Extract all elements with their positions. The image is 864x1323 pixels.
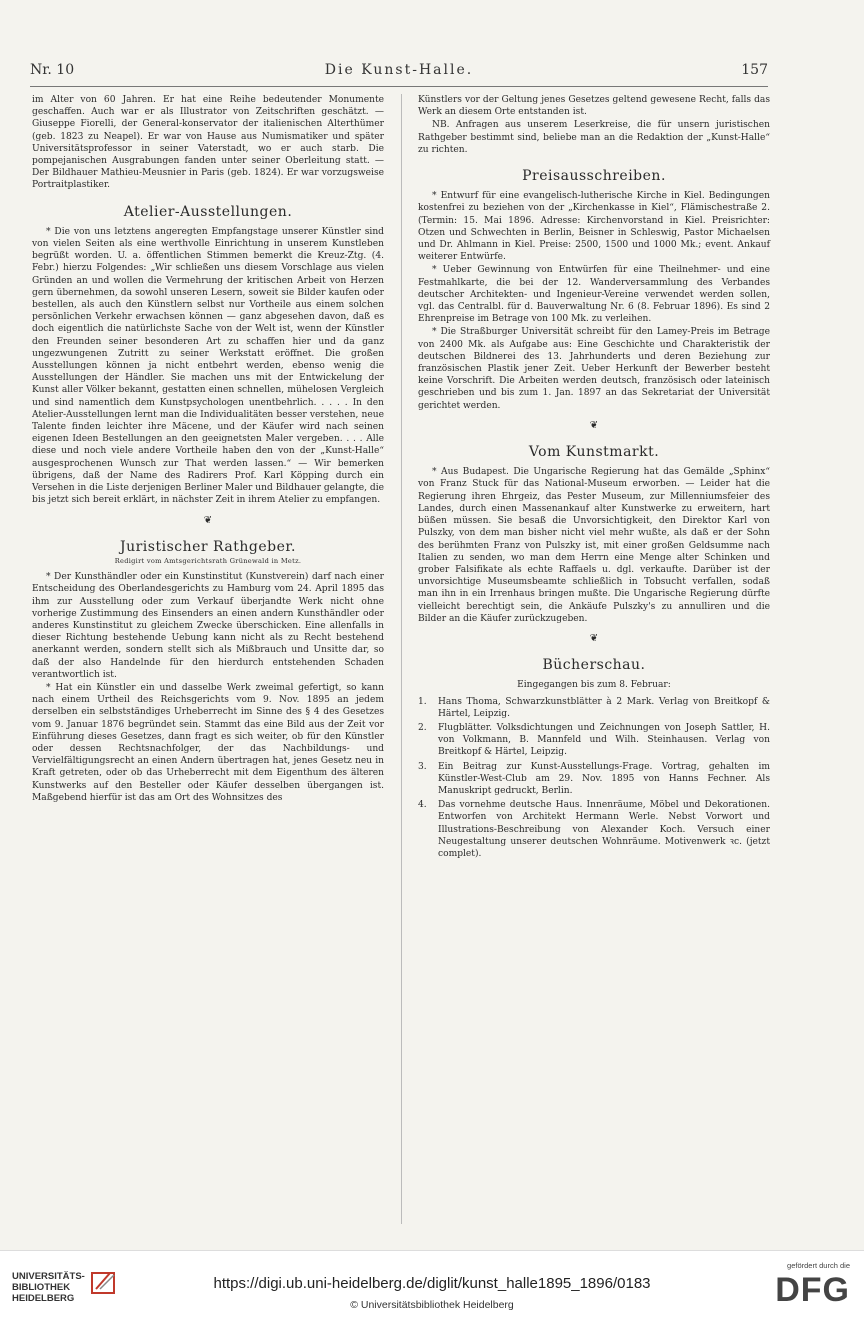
section-title-competitions: Preisausschreiben.: [522, 168, 666, 185]
section-editor-note: Redigirt vom Amtsgerichtsrath Grünewald in Metz.: [114, 556, 302, 565]
ornament-divider: ❦: [203, 514, 213, 526]
book-list-item: [418, 722, 770, 759]
library-line-1: UNIVERSITÄTS-: [12, 1271, 85, 1282]
section-title-book-review: Bücherschau.: [542, 657, 646, 674]
competition-paragraph-3: * Die Straßburger Universität schreibt für den Lamey-Preis im Betrage von 2400 Mk. als Aufgabe aus: Eine Geschichte und Charakteristik der deutschen Bildnerei des 13. Jahrhunderts und deren Beziehung zur französischen Plastik jener Zeit. Ueber Herkunft der Bewerber besteht keine Vorschrift. Die Arbeiten werden deutsch, französisch oder lateinisch geschrieben und bis zum 1. Jan. 1897 an das Sekretariat der Universität gerichtet werden.: [418, 327, 770, 411]
right-column: [418, 94, 770, 862]
funding-note: gefördert durch die: [787, 1261, 850, 1270]
library-line-3: HEIDELBERG: [12, 1293, 75, 1304]
column-separator: [401, 94, 402, 1224]
permalink-url[interactable]: https://digi.ub.uni-heidelberg.de/diglit/kunst_halle1895_1896/0183: [213, 1275, 651, 1292]
competition-paragraph-2: * Ueber Gewinnung von Entwürfen für eine Theilnehmer- und eine Festmahlkarte, die bei der 12. Wanderversammlung des Verbandes deutscher Architekten- und Ingenieur-Vereine verwendet werden sollen, vgl. das Centralbl. für d. Bauverwaltung Nr. 6 (8. Februar 1896). Es sind 2 Ehrenpreise im Betrage von 100 Mk. zu verleihen.: [418, 265, 770, 325]
legal-paragraph-2: * Hat ein Künstler ein und dasselbe Werk zweimal gefertigt, so kann nach einem Urtheil des Reichsgerichts vom 9. Nov. 1895 an jedem derselben ein selbstständiges Urheberrecht im Sinne des § 4 des Gesetzes vom 9. Januar 1876 begründet sein. Stammt das eine Bild aus der Zeit vor Einführung dieses Gesetzes, dann fragt es sich weiter, ob für den Künstler oder dessen Rechtsnachfolger, der das Nachbildungs- und Vervielfältigungsrecht an einen Andern übertragen hat, jenes Gesetz neu in Kraft getreten, oder ob das Urheberrecht mit dem Eigenthum des älteren Kunstwerks auf den Besteller oder Käufer desselben übergangen ist. Maßgebend hierfür ist das am Ort des Wohnsitzes des: [32, 682, 384, 803]
ornament-divider: ❦: [589, 419, 599, 431]
book-number: 3.: [418, 761, 427, 772]
nb-note: NB. Anfragen aus unserem Leserkreise, die für unsern juristischen Rathgeber bestimmt sind, beliebe man an die Redaktion der „Kunst-Halle“ zu richten.: [418, 120, 770, 155]
running-header: [30, 62, 768, 84]
left-column: [32, 94, 384, 805]
art-market-paragraph: * Aus Budapest. Die Ungarische Regierung hat das Gemälde „Sphinx“ von Franz Stuck für das National-Museum erworben. — Leider hat die Regierung ihren Ehrgeiz, das Pester Museum, zur Millenniumsfeier des Landes, durch einen Massenankauf alter Kunstwerke zu erweitern, hart büßen müssen. Sie besaß die Unvorsichtigkeit, den Direktor Karl von Pulszky, von dem man bisher nicht viel mehr wußte, als daß er der Sohn des berühmten Franz von Pulszky ist, mit einer großen Geldsumme nach Italien zu senden, wo man dem Herrn eine Menge alter Schinken und grober Falsifikate als echte Raffaels u. dgl. verkaufte. Darüber ist der unvorsichtige Museumsbeamte schließlich in Tobsucht verfallen, sodaß man ihn in ein Irrenhaus bringen mußte. Die Ungarische Regierung dürfte vielleicht berechtigt sein, die Ankäufe Pulszky's zu annulliren und die Bilder an die Käufer zurückzugeben.: [418, 467, 770, 624]
copyright-notice: © Universitätsbibliothek Heidelberg: [350, 1299, 514, 1311]
book-list-item: [418, 696, 770, 720]
competition-paragraph-1: * Entwurf für eine evangelisch-lutherische Kirche in Kiel. Bedingungen kostenfrei zu beziehen von der „Kirchenkasse in Kiel“, Flämischestraße 2. (Termin: 15. Mai 1896. Adresse: Kirchenvorstand in Kiel. Preisrichter: Otzen und Schwechten in Berlin, Beisner in Schleswig, Pastor Michaelsen und Dr. Ahlmann in Kiel. Preise: 2500, 1500 und 1000 Mk.; event. Ankauf weiterer Entwürfe.: [418, 191, 770, 263]
issue-number: Nr. 10: [30, 62, 75, 78]
book-entry: Hans Thoma, Schwarzkunstblätter à 2 Mark. Verlag von Breitkopf & Härtel, Leipzig.: [438, 696, 770, 719]
book-list-item: [418, 761, 770, 798]
book-number: 4.: [418, 800, 427, 811]
section-title-atelier: Atelier-Ausstellungen.: [123, 203, 293, 220]
journal-title: Die Kunst-Halle.: [324, 62, 474, 78]
intro-paragraph: im Alter von 60 Jahren. Er hat eine Reihe bedeutender Monumente geschaffen. Auch war er als Illustrator von Zeitschriften geschätzt. — Giuseppe Fiorelli, der General-konservator der italienischen Alterthümer (geb. 1823 zu Neapel). Er war von Hause aus Numismatiker und später Universitätsprofessor in seiner Vaterstadt, wo er auch starb. Die pompejanischen Ausgrabungen fanden unter seiner Oberleitung statt. — Der Bildhauer Mathieu-Meusnier in Paris (geb. 1824). Er war vorzugsweise Portraitplastiker.: [32, 95, 384, 191]
book-review-intro: Eingegangen bis zum 8. Februar:: [517, 680, 671, 691]
book-number: 2.: [418, 722, 427, 733]
book-entry: Flugblätter. Volksdichtungen und Zeichnungen von Joseph Sattler, H. von Volkmann, B. Mannfeld und Wilh. Steinhausen. Verlag von Breitkopf & Härtel, Leipzig.: [438, 722, 770, 758]
dfg-logo[interactable]: DFG: [775, 1271, 850, 1309]
book-entry: Das vornehme deutsche Haus. Innenräume, Möbel und Dekorationen. Entworfen von Architekt Hermann Werle. Nebst Vorwort und Illustrations-Beschreibung von Alexander Koch. Versuch einer Neugestaltung unserer deutschen Wohnräume. Motivenwerk ꝛc. (jetzt complet).: [438, 800, 770, 859]
book-list-item: [418, 799, 770, 860]
book-entry: Ein Beitrag zur Kunst-Ausstellungs-Frage. Vortrag, gehalten im Künstler-West-Club am 29. Nov. 1895 von Hanns Fechner. Als Manuskript gedruckt, Berlin.: [438, 761, 770, 796]
book-list: [418, 696, 770, 861]
page-number: 157: [741, 62, 768, 78]
library-line-2: BIBLIOTHEK: [12, 1282, 71, 1293]
section-title-legal: Juristischer Rathgeber.: [119, 538, 296, 555]
legal-continuation: Künstlers vor der Geltung jenes Gesetzes geltend gewesene Recht, falls das Werk an diesem Orte entstanden ist.: [418, 95, 770, 118]
viewer-footer: [0, 1250, 864, 1323]
legal-paragraph-1: * Der Kunsthändler oder ein Kunstinstitut (Kunstverein) darf nach einer Entscheidung des Oberlandesgerichts zu Hamburg vom 24. April 1895 das ihm zur Ausstellung oder zum Verkauf überjandte Werk nicht ohne vorherige Zustimmung des Einsenders an einen andern Kunsthändler oder anderes Kunstinstitut zu gleichem Zwecke überschicken. Eine allenfalls in dieser Richtung bestehende Uebung kann nicht als zu Recht bestehend anerkannt werden, sondern stellt sich als Mißbrauch und Unsitte dar, so daß der also Handelnde für den hierdurch entstehenden Schaden verantwortlich ist.: [32, 572, 384, 680]
section-title-art-market: Vom Kunstmarkt.: [528, 444, 660, 461]
header-rule: [30, 86, 768, 87]
ornament-divider: ❦: [589, 632, 599, 644]
atelier-paragraph: * Die von uns letztens angeregten Empfangstage unserer Künstler sind von vielen Seiten als eine werthvolle Einrichtung in unserem Kunstleben begrüßt worden. U. a. öffentlichen Stimmen bemerkt die Kreuz-Ztg. (4. Febr.) hierzu Folgendes: „Wir schließen uns diesem Vorschlage aus vielen Gründen an und wollen die Vermehrung der kritischen Arbeit von Herzen gern übernehmen, da sowohl unseren Lesern, soweit sie Bilder kaufen oder bestellen, als auch den Künstlern selbst nur Vortheile aus einem solchen persönlichen Verkehr erwachsen können — ganz abgesehen davon, daß es doch eigentlich die natürlichste Sache von der Welt ist, wenn der Künstler den Freunden seiner besonderen Art zu schaffen hier und da ganz ungezwungenen Zutritt zu seiner Werkstatt eröffnet. Die großen Ausstellungen können ja nicht entbehrt werden, ebenso wenig die Ausstellungen der Händler. Sie machen uns mit der Entwickelung der Kunst aller Völker bekannt, gestatten einen schnellen, mühelosen Vergleich und sind namentlich dem Kunstpsychologen unentbehrlich. . . . . In den Atelier-Ausstellungen lernt man die Individualitäten besser verstehen, neue Talente finden leichter ihre Mäcene, und der Käufer wird nach seinen eigenen Ideen Bestellungen an den geeignetsten Maler vergeben. . . . Alle diese und noch viele andere Vortheile haben den von der „Kunst-Halle“ ausgesprochenen Wunsch zur That werden lassen.“ — Wir bemerken übrigens, daß der Name des Radirers Prof. Karl Köpping durch ein Versehen in die Liste derjenigen Berliner Maler und Bildhauer gelangte, die bis jetzt sich bereit erklärt, in nächster Zeit in ihrem Atelier zu empfangen.: [32, 226, 384, 506]
book-number: 1.: [418, 696, 427, 707]
